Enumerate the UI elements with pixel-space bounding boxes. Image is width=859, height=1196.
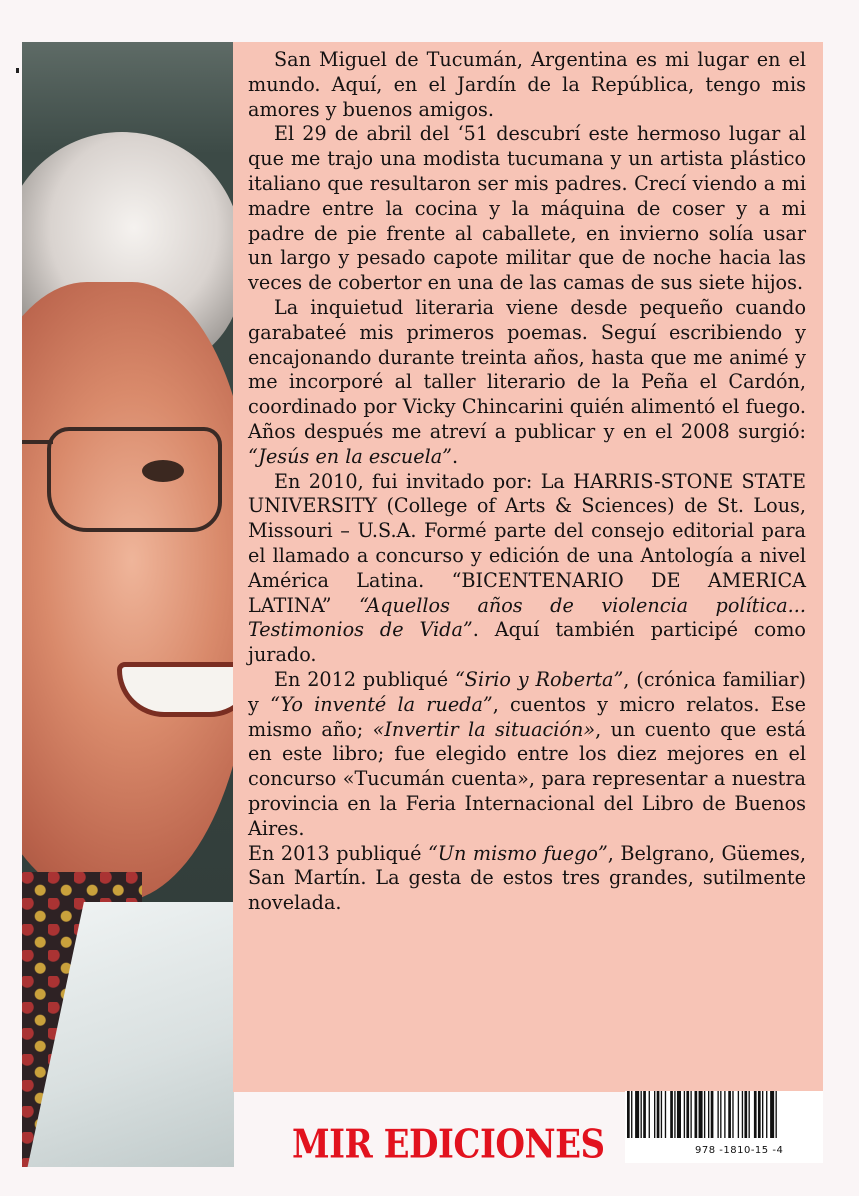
book-title: “Aquellos años de violencia política... Testimonios de Vida” (248, 593, 806, 642)
book-title: “Yo inventé la rueda” (270, 692, 493, 716)
barcode-bar (738, 1091, 739, 1138)
barcode-bar (661, 1091, 662, 1138)
barcode-bar (749, 1091, 750, 1138)
barcode-bar (711, 1091, 714, 1138)
barcode-bar (695, 1091, 698, 1138)
bio-text: El 29 de abril del ‘51 descubrí este hermoso lugar al que me trajo una modista tucumana y un artista plástico italiano que resultaron ser mis padres. Crecí viendo a mi madre entre la cocina y la máquina de coser y a mi padre de pie frente al caballete, en invierno solía usar un largo y pesado capote militar que de noche hacia las veces de cobertor en una de las camas de sus siete hijos. (248, 122, 806, 295)
book-title: “Un mismo fuego” (428, 841, 608, 865)
barcode-bar (641, 1091, 642, 1138)
bio-text: En 2010, fui invitado por: La HARRIS-STONE STATE UNIVERSITY (College of Arts & Sciences) de St. Lous, Missouri – U.S.A. Formé parte del consejo editorial para el llamado a concurso y edición de una Antología a nivel América Latina. “BICENTENARIO DE AMERICA LATINA” (248, 469, 806, 617)
bio-text: , cuentos y micro relatos. Ese mismo año; (248, 692, 806, 741)
bio-text: , Belgrano, Güemes, San Martín. La gesta de estos tres grandes, sutilmente novelada. (248, 841, 806, 915)
author-face (22, 282, 234, 902)
barcode-bar (720, 1091, 721, 1138)
barcode-bar (708, 1091, 709, 1138)
book-title: “Jesús en la escuela” (248, 444, 452, 468)
barcode-bar (665, 1091, 666, 1138)
barcode-bar (744, 1091, 747, 1138)
author-photo (22, 42, 234, 1167)
barcode-bar (758, 1091, 761, 1138)
barcode-bar (728, 1091, 731, 1138)
bio-text: . (451, 444, 459, 468)
publisher-logo: MIR EDICIONES (292, 1122, 605, 1168)
bio-text: , (crónica familiar) y (248, 667, 806, 716)
barcode-bar (684, 1091, 685, 1138)
bio-paragraph (248, 668, 806, 842)
barcode-bar (674, 1091, 675, 1138)
barcode-bar (762, 1091, 763, 1138)
corner-mark (16, 68, 19, 73)
bio-text: En 2012 publiqué (274, 667, 455, 691)
book-title: “Sirio y Roberta” (454, 667, 624, 691)
bio-paragraph (248, 842, 806, 916)
bio-text: San Miguel de Tucumán, Argentina es mi lugar en el mundo. Aquí, en el Jardín de la República, tengo mis amores y buenos amigos. (248, 48, 806, 121)
barcode-bar (776, 1091, 777, 1138)
bio-text: La inquietud literaria viene desde pequeño cuando garabateé mis primeros poemas. Seguí escribiendo y encajonando durante treinta años, hasta que me animé y me incorporé al taller literario de la Peña el Cardón, coordinado por Vicky Chincarini quién alimentó el fuego. Años después me atreví a publicar y en el 2008 surgió: (248, 295, 806, 443)
barcode-bar (627, 1091, 630, 1138)
bio-paragraph (248, 296, 806, 470)
barcode-bar (690, 1091, 691, 1138)
barcode-bar (657, 1091, 660, 1138)
barcode-bar (717, 1091, 718, 1138)
bio-paragraph (248, 122, 806, 296)
author-eye (142, 460, 184, 482)
bio-paragraph (248, 48, 806, 122)
barcode-bar (677, 1091, 681, 1138)
barcode-bar (670, 1091, 673, 1138)
bio-paragraph (248, 470, 806, 668)
barcode-bar (704, 1091, 705, 1138)
barcode-bar (654, 1091, 655, 1138)
barcode-bar (699, 1091, 703, 1138)
isbn-barcode (625, 1091, 823, 1138)
barcode-bar (754, 1091, 757, 1138)
book-title: «Invertir la situación» (372, 717, 596, 741)
barcode-bar (635, 1091, 639, 1138)
isbn-number: 978 -1810-15 -4 (695, 1145, 784, 1156)
barcode-bar (649, 1091, 650, 1138)
barcode-bar (742, 1091, 743, 1138)
barcode-bar (631, 1091, 632, 1138)
barcode-bar (686, 1091, 689, 1138)
barcode-bar (724, 1091, 725, 1138)
bio-text: , un cuento que está en este libro; fue elegido entre los diez mejores en el concurso «Tucumán cuenta», para representar a nuestra provincia en la Feria Internacional del Libro de Buenos Aires. (248, 717, 806, 840)
author-biography (248, 48, 806, 916)
barcode-bar (732, 1091, 733, 1138)
bio-text: En 2013 publiqué (248, 841, 428, 865)
barcode-bar (766, 1091, 767, 1138)
barcode-bar (770, 1091, 774, 1138)
barcode-bar (643, 1091, 646, 1138)
glasses-arm (22, 440, 53, 444)
bio-text: . Aquí también participé como jurado. (248, 618, 806, 667)
glasses (47, 427, 222, 532)
